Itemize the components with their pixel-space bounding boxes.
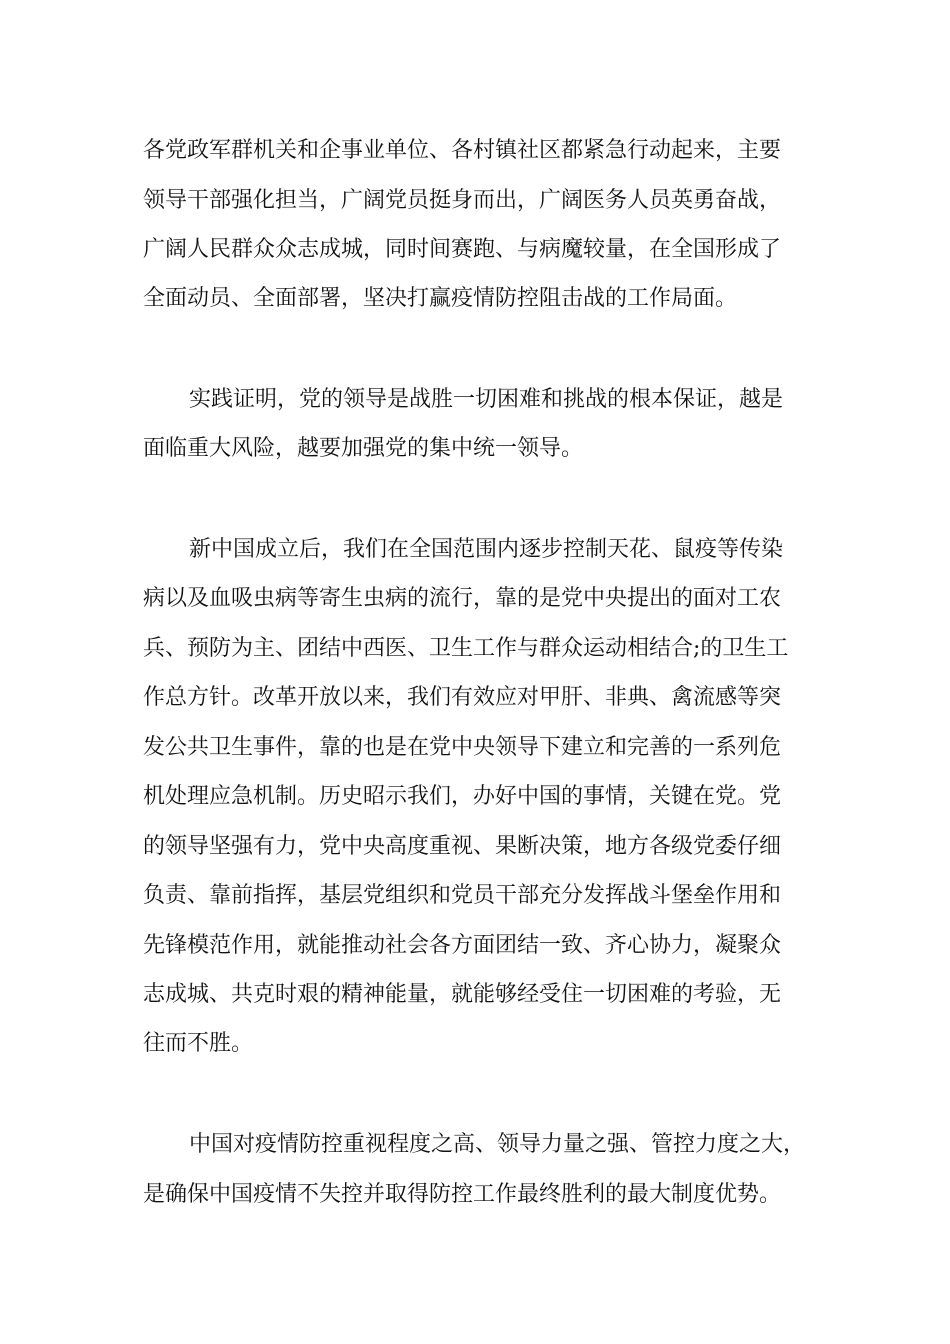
paragraph-1-line-1: 各党政军群机关和企事业单位、各村镇社区都紧急行动起来，主要 [143, 138, 782, 163]
paragraph-3-line-9: 先锋模范作用，就能推动社会各方面团结一致、齐心协力，凝聚众 [143, 933, 782, 958]
paragraph-3-line-11: 往而不胜。 [143, 1031, 254, 1056]
paragraph-3-line-10: 志成城、共克时艰的精神能量，就能够经受住一切困难的考验，无 [143, 982, 782, 1007]
paragraph-4-line-2: 是确保中国疫情不失控并取得防控工作最终胜利的最大制度优势。 [143, 1182, 782, 1207]
paragraph-2-line-1: 实践证明，党的领导是战胜一切困难和挑战的根本保证，越是 [189, 387, 784, 412]
paragraph-2-line-2: 面临重大风险，越要加强党的集中统一领导。 [143, 436, 584, 461]
paragraph-3-line-7: 的领导坚强有力，党中央高度重视、果断决策，地方各级党委仔细 [143, 834, 782, 859]
paragraph-3-line-3: 兵、预防为主、团结中西医、卫生工作与群众运动相结合;的卫生工 [143, 636, 789, 661]
paragraph-3-line-4: 作总方针。改革开放以来，我们有效应对甲肝、非典、禽流感等突 [143, 685, 782, 710]
paragraph-1-line-3: 广阔人民群众众志成城，同时间赛跑、与病魔较量，在全国形成了 [143, 237, 782, 262]
paragraph-3-line-2: 病以及血吸虫病等寄生虫病的流行，靠的是党中央提出的面对工农 [143, 586, 782, 611]
paragraph-3-line-6: 机处理应急机制。历史昭示我们，办好中国的事情，关键在党。党 [143, 784, 782, 809]
paragraph-3-line-8: 负责、靠前指挥，基层党组织和党员干部充分发挥战斗堡垒作用和 [143, 883, 782, 908]
paragraph-3-line-5: 发公共卫生事件，靠的也是在党中央领导下建立和完善的一系列危 [143, 735, 782, 760]
paragraph-3-line-1: 新中国成立后，我们在全国范围内逐步控制天花、鼠疫等传染 [189, 537, 784, 562]
paragraph-4-line-1: 中国对疫情防控重视程度之高、领导力量之强、管控力度之大， [189, 1132, 806, 1157]
paragraph-1-line-4: 全面动员、全面部署，坚决打赢疫情防控阻击战的工作局面。 [143, 286, 738, 311]
paragraph-1-line-2: 领导干部强化担当，广阔党员挺身而出，广阔医务人员英勇奋战， [143, 188, 782, 213]
